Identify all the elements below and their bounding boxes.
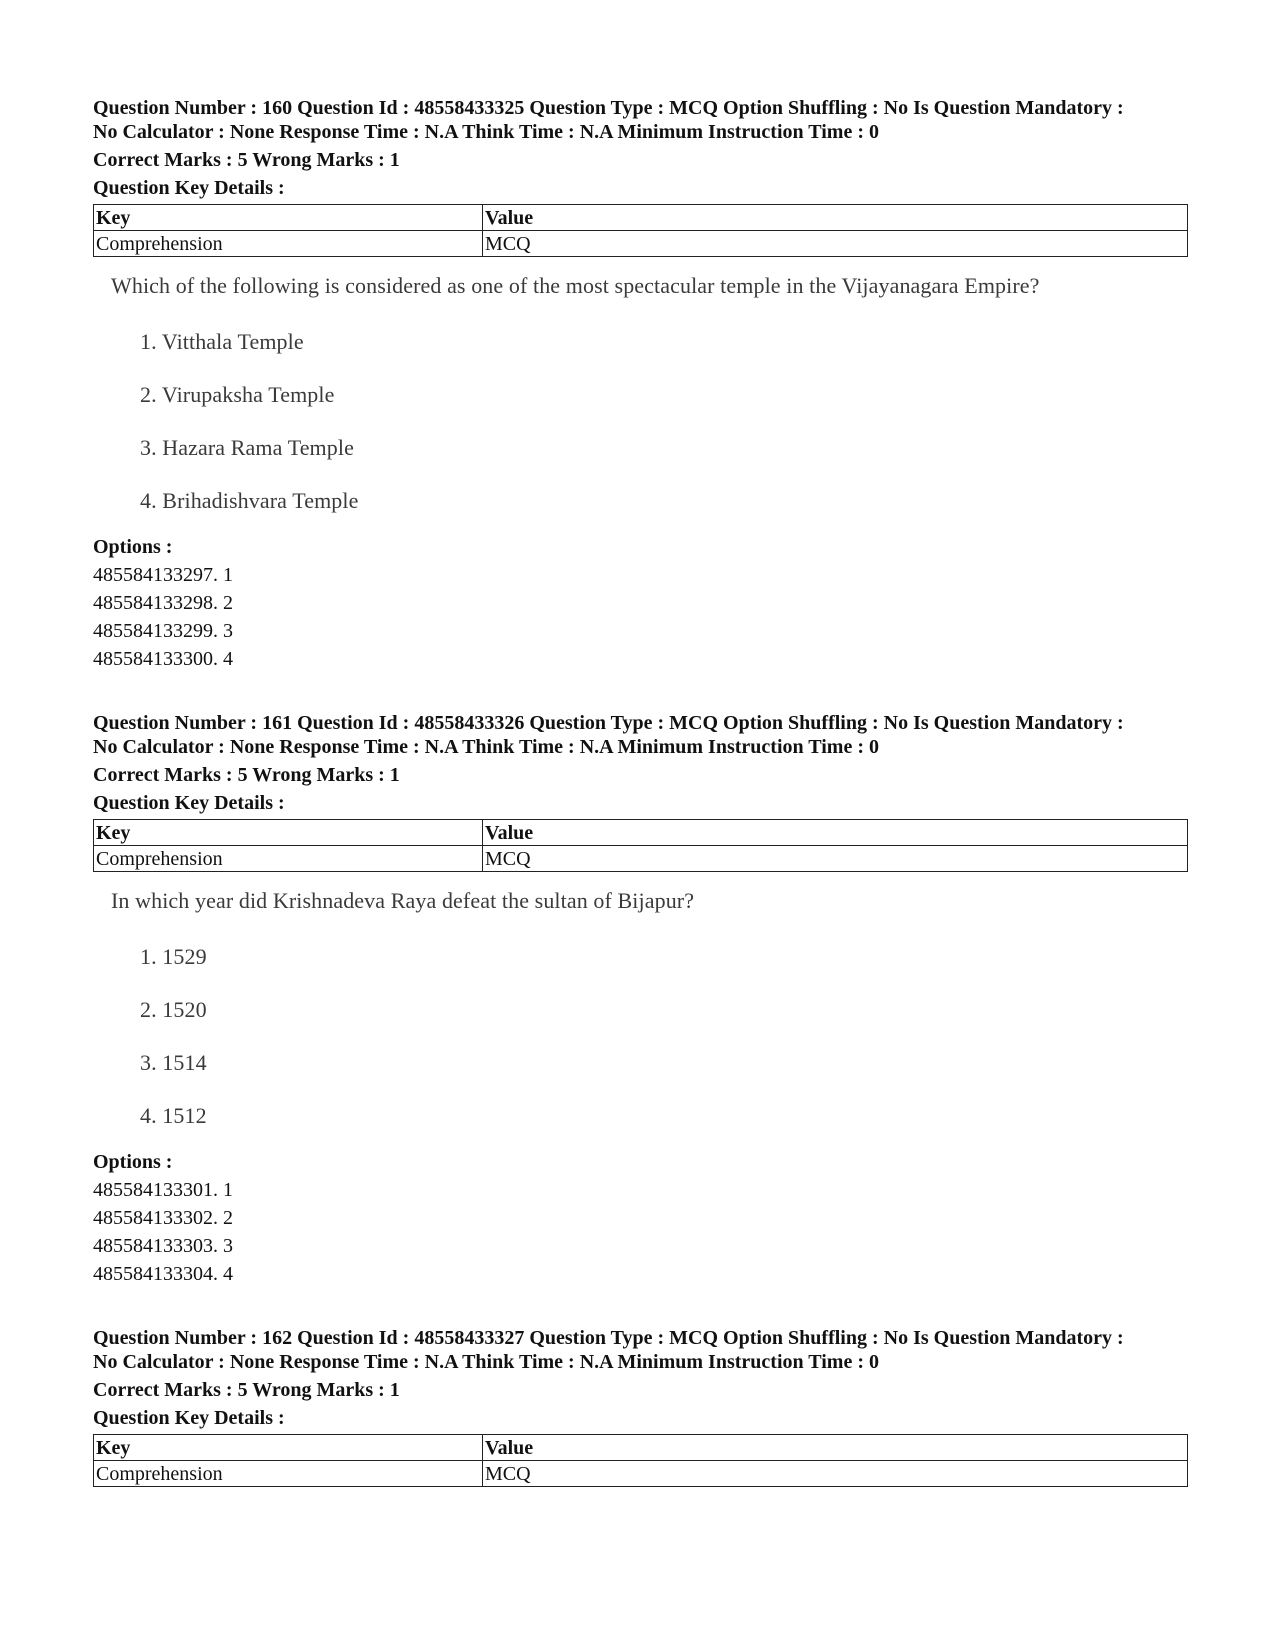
marks-line: Correct Marks : 5 Wrong Marks : 1 xyxy=(93,1379,400,1401)
key-table-row xyxy=(94,1461,1188,1487)
option-3: 485584133303. 3 xyxy=(93,1235,233,1257)
option-1: 485584133301. 1 xyxy=(93,1179,233,1201)
marks-line: Correct Marks : 5 Wrong Marks : 1 xyxy=(93,764,400,786)
question-block-161 xyxy=(93,711,1188,1326)
question-meta-line-1: Question Number : 162 Question Id : 48558433327 Question Type : MCQ Option Shuffling : No Is Question Mandatory : xyxy=(93,1327,1124,1349)
key-details-table xyxy=(93,204,1188,257)
document-page xyxy=(93,96,1188,1487)
option-3: 485584133299. 3 xyxy=(93,620,233,642)
key-details-title: Question Key Details : xyxy=(93,1407,285,1429)
option-4: 485584133300. 4 xyxy=(93,648,233,670)
spacer xyxy=(93,671,1188,711)
question-image xyxy=(93,886,1188,1136)
spacer xyxy=(93,1286,1188,1326)
key-cell: Comprehension xyxy=(94,231,483,257)
key-table-row xyxy=(94,846,1188,872)
question-meta-line-1: Question Number : 161 Question Id : 48558433326 Question Type : MCQ Option Shuffling : No Is Question Mandatory : xyxy=(93,712,1124,734)
key-header-cell: Key xyxy=(94,820,483,846)
choice-4: 4. Brihadishvara Temple xyxy=(140,488,359,513)
question-meta-line-2: No Calculator : None Response Time : N.A Think Time : N.A Minimum Instruction Time : 0 xyxy=(93,736,879,758)
question-text: In which year did Krishnadeva Raya defeat the sultan of Bijapur? xyxy=(111,888,695,913)
option-1: 485584133297. 1 xyxy=(93,564,233,586)
choice-1: 1. 1529 xyxy=(140,944,207,969)
choice-2: 2. Virupaksha Temple xyxy=(140,382,335,407)
question-block-162 xyxy=(93,1326,1188,1487)
value-header-cell: Value xyxy=(483,205,1188,231)
key-details-title: Question Key Details : xyxy=(93,792,285,814)
question-meta-line-2: No Calculator : None Response Time : N.A Think Time : N.A Minimum Instruction Time : 0 xyxy=(93,121,879,143)
key-table-header-row xyxy=(94,1435,1188,1461)
question-text: Which of the following is considered as one of the most spectacular temple in the Vijayanagara Empire? xyxy=(111,273,1040,298)
question-meta-line-2: No Calculator : None Response Time : N.A Think Time : N.A Minimum Instruction Time : 0 xyxy=(93,1351,879,1373)
key-header-cell: Key xyxy=(94,1435,483,1461)
key-details-table xyxy=(93,819,1188,872)
key-details-table xyxy=(93,1434,1188,1487)
options-title: Options : xyxy=(93,1151,173,1173)
marks-line: Correct Marks : 5 Wrong Marks : 1 xyxy=(93,149,400,171)
key-cell: Comprehension xyxy=(94,846,483,872)
key-table-row xyxy=(94,231,1188,257)
key-header-cell: Key xyxy=(94,205,483,231)
question-meta xyxy=(93,711,1188,759)
choice-1: 1. Vitthala Temple xyxy=(140,329,304,354)
options-title: Options : xyxy=(93,536,173,558)
question-meta xyxy=(93,1326,1188,1374)
option-4: 485584133304. 4 xyxy=(93,1263,233,1285)
key-details-title: Question Key Details : xyxy=(93,177,285,199)
question-block-160 xyxy=(93,96,1188,711)
value-cell: MCQ xyxy=(483,231,1188,257)
question-meta-line-1: Question Number : 160 Question Id : 48558433325 Question Type : MCQ Option Shuffling : No Is Question Mandatory : xyxy=(93,97,1124,119)
option-2: 485584133298. 2 xyxy=(93,592,233,614)
value-header-cell: Value xyxy=(483,1435,1188,1461)
key-table-header-row xyxy=(94,205,1188,231)
question-image xyxy=(93,271,1188,521)
key-cell: Comprehension xyxy=(94,1461,483,1487)
value-header-cell: Value xyxy=(483,820,1188,846)
choice-2: 2. 1520 xyxy=(140,997,207,1022)
key-table-header-row xyxy=(94,820,1188,846)
question-meta xyxy=(93,96,1188,144)
value-cell: MCQ xyxy=(483,846,1188,872)
choice-4: 4. 1512 xyxy=(140,1103,207,1128)
choice-3: 3. Hazara Rama Temple xyxy=(140,435,354,460)
value-cell: MCQ xyxy=(483,1461,1188,1487)
choice-3: 3. 1514 xyxy=(140,1050,207,1075)
option-2: 485584133302. 2 xyxy=(93,1207,233,1229)
